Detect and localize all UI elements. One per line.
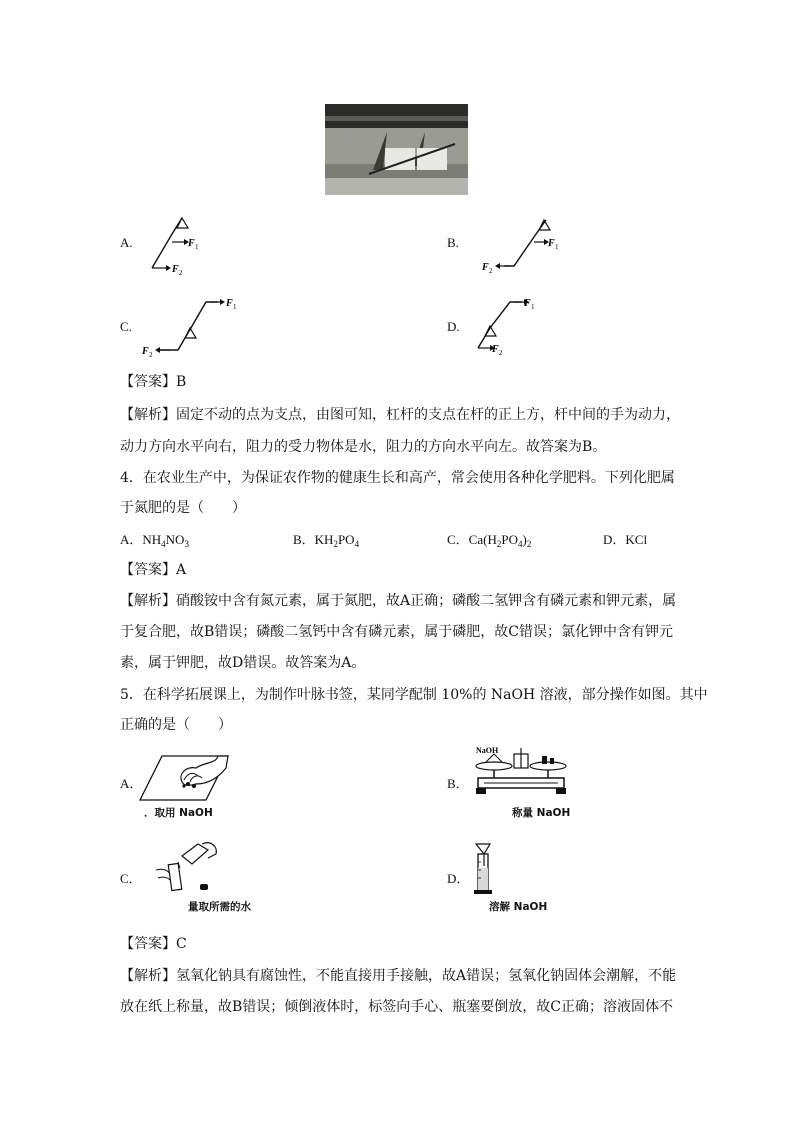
q5-option-b[interactable]: B． [447,776,469,791]
svg-text:1: 1 [233,303,237,311]
q5-stem-line-2: 正确的是（ ） [120,717,232,733]
lever-diagram-a [140,212,220,276]
force-label-f1: F [188,238,195,249]
svg-text:2: 2 [499,349,503,357]
q3-option-b[interactable]: B. [447,235,459,250]
naoh-label: NaOH [476,746,499,755]
q3-analysis-line-2: 动力方向水平向右，阻力的受力物体是水，阻力的方向水平向左。故答案为B。 [120,439,607,455]
svg-text:F: F [492,344,499,355]
q5-caption-b: 称量 NaOH [512,807,571,819]
svg-text:1: 1 [195,243,199,251]
q4-option-b[interactable]: B．$KH_2PO_4$ [293,532,360,549]
q3-option-d[interactable]: D. [447,319,460,334]
q4-stem-line-1: 4．在农业生产中，为保证农作物的健康生长和高产，常会使用各种化学肥料。下列化肥属 [120,470,675,486]
dissolving-cylinder-figure [470,842,500,896]
q4-answer: 【答案】A [120,562,187,578]
force-label-f2: F [172,264,179,275]
q3-option-a[interactable]: A. [120,235,133,250]
svg-text:2: 2 [489,267,493,275]
svg-text:F: F [226,298,233,309]
q4-analysis-line-3: 素，属于钾肥，故D错误。故答案为A。 [120,655,366,671]
q4-stem-line-2: 于氮肥的是（ ） [120,500,246,516]
lever-photo [325,104,468,195]
q5-analysis-line-1: 【解析】氢氧化钠具有腐蚀性，不能直接用手接触，故A错误；氢氧化钠固体会潮解，不能 [120,968,677,984]
lever-diagram-b [478,212,578,276]
q4-analysis-line-1: 【解析】硝酸铵中含有氮元素，属于氮肥，故A正确；磷酸二氢钾含有磷元素和钾元素，属 [120,593,677,609]
svg-text:2: 2 [179,269,183,276]
svg-text:F: F [524,298,531,309]
svg-text:F: F [142,346,149,357]
q3-answer: 【答案】B [120,374,187,390]
q5-option-a[interactable]: A． [120,776,143,791]
q3-option-c[interactable]: C. [120,319,132,334]
svg-text:F: F [548,238,555,249]
svg-text:F: F [482,262,489,273]
q4-option-a[interactable]: A．$NH_4NO_3$ [120,532,189,549]
q5-stem-line-1: 5．在科学拓展课上，为制作叶脉书签，某同学配制 10%的 NaOH 溶液，部分操作如图。其中 [120,687,708,703]
q5-analysis-line-2: 放在纸上称量，故B错误；倾倒液体时，标签向手心、瓶塞要倒放，故C正确；溶液固体不 [120,999,673,1015]
q5-caption-c: 量取所需的水 [188,901,251,913]
svg-text:1: 1 [555,243,559,251]
svg-text:1: 1 [531,303,535,311]
pouring-water-figure [152,840,222,894]
q5-caption-d: 溶解 NaOH [489,901,548,913]
q5-option-d[interactable]: D． [447,871,470,886]
q4-option-c[interactable]: C．$Ca(H_2PO_4)_2$ [447,532,532,549]
q5-caption-a: ．取用 NaOH [144,807,213,819]
balance-scale-figure [472,744,572,802]
lever-diagram-d [470,292,560,360]
q5-answer: 【答案】C [120,936,187,952]
lever-diagram-c [140,292,250,360]
q5-option-c[interactable]: C． [120,871,142,886]
hand-taking-naoh-figure [138,752,230,804]
svg-text:2: 2 [149,351,153,359]
q4-analysis-line-2: 于复合肥，故B错误；磷酸二氢钙中含有磷元素，属于磷肥，故C错误；氯化钾中含有钾元 [120,624,673,640]
q4-option-d[interactable]: D．KCl [603,532,648,547]
q3-analysis-line-1: 【解析】固定不动的点为支点，由图可知，杠杆的支点在杆的正上方，杆中间的手为动力， [120,407,680,423]
